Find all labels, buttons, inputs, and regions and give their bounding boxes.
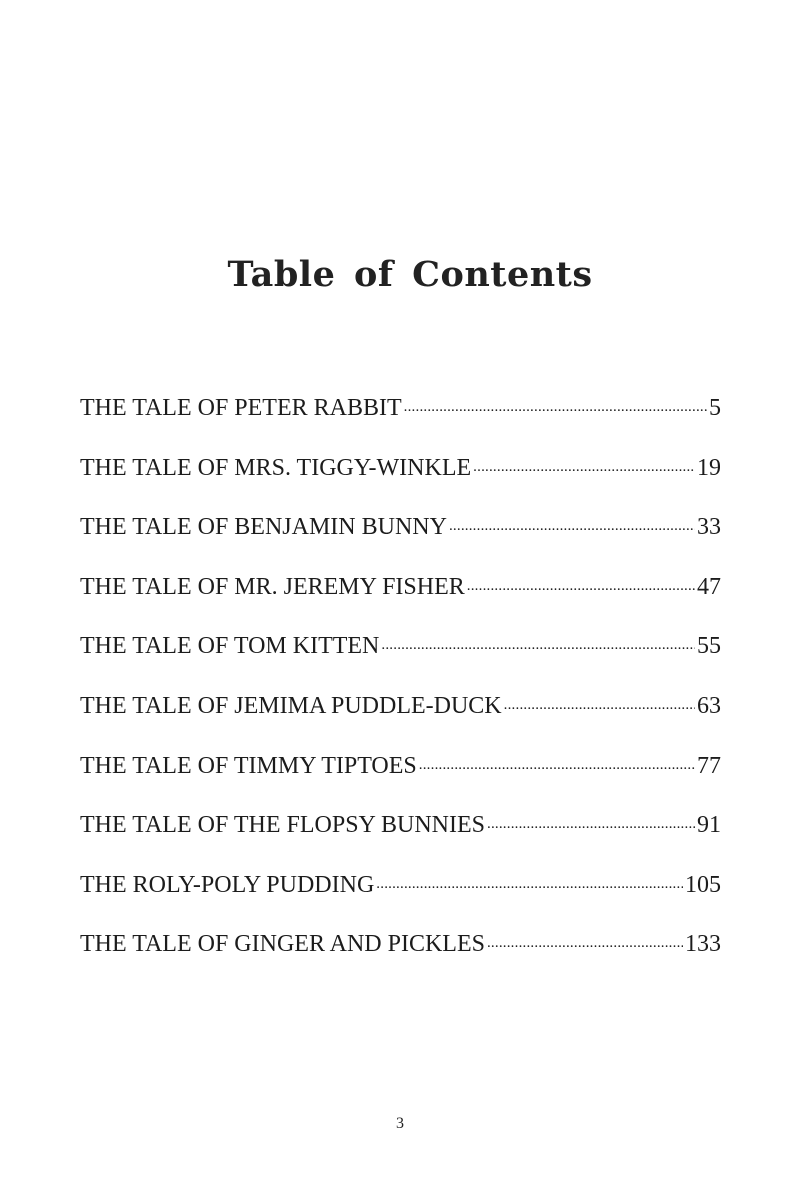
toc-entry-title: THE TALE OF MR. JEREMY FISHER: [80, 573, 465, 600]
toc-entry: [80, 567, 721, 627]
toc-entry: [80, 746, 721, 806]
toc-entry-title: THE ROLY-POLY PUDDING: [80, 871, 375, 898]
toc-entry-title: THE TALE OF JEMIMA PUDDLE-DUCK: [80, 692, 502, 719]
toc-dot-leader: [487, 808, 695, 832]
toc-entry: [80, 805, 721, 865]
toc-entry: [80, 388, 721, 448]
toc-dot-leader: [419, 749, 695, 773]
page-title: Table of Contents: [227, 254, 593, 295]
toc-entry-page: 63: [697, 692, 721, 719]
toc-entry: [80, 865, 721, 925]
page-number: 3: [396, 1115, 404, 1132]
toc-dot-leader: [473, 451, 695, 475]
toc-entry: [80, 448, 721, 508]
toc-entry-title: THE TALE OF GINGER AND PICKLES: [80, 931, 485, 958]
table-of-contents: [80, 388, 721, 984]
toc-entry: [80, 507, 721, 567]
toc-entry-title: THE TALE OF THE FLOPSY BUNNIES: [80, 812, 485, 839]
toc-entry-title: THE TALE OF TIMMY TIPTOES: [80, 752, 417, 779]
toc-dot-leader: [467, 570, 695, 594]
toc-entry-page: 105: [685, 871, 721, 898]
toc-dot-leader: [404, 391, 707, 415]
toc-entry: [80, 924, 721, 984]
toc-dot-leader: [449, 510, 695, 534]
toc-dot-leader: [487, 927, 683, 951]
toc-dot-leader: [376, 868, 683, 892]
toc-entry-page: 133: [685, 931, 721, 958]
toc-entry-page: 55: [697, 633, 721, 660]
toc-entry-title: THE TALE OF MRS. TIGGY-WINKLE: [80, 454, 472, 481]
toc-entry-page: 47: [697, 573, 721, 600]
toc-entry-title: THE TALE OF TOM KITTEN: [80, 633, 380, 660]
toc-dot-leader: [381, 629, 695, 653]
toc-entry-page: 33: [697, 514, 721, 541]
toc-entry-page: 5: [709, 395, 721, 421]
toc-entry: [80, 686, 721, 746]
toc-entry-title: THE TALE OF BENJAMIN BUNNY: [80, 514, 447, 541]
toc-dot-leader: [504, 689, 695, 713]
toc-entry-page: 77: [697, 752, 721, 779]
toc-entry-page: 91: [697, 812, 721, 839]
toc-entry: [80, 626, 721, 686]
toc-entry-title: THE TALE OF PETER RABBIT: [80, 395, 402, 421]
toc-entry-page: 19: [697, 454, 721, 481]
